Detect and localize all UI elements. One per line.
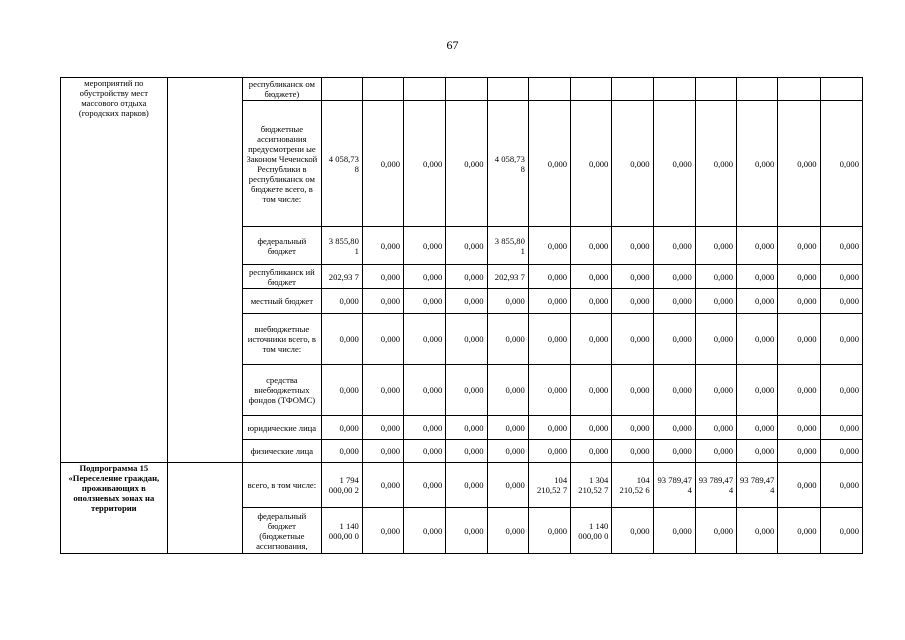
value-cell: 104 210,52 6 xyxy=(612,463,653,508)
value-cell: 0,000 xyxy=(362,265,403,289)
value-cell: 0,000 xyxy=(321,416,362,440)
value-cell: 0,000 xyxy=(820,463,862,508)
value-cell: 0,000 xyxy=(695,227,736,265)
value-cell: 0,000 xyxy=(653,440,695,463)
value-cell: 0,000 xyxy=(778,265,820,289)
value-cell xyxy=(612,78,653,101)
value-cell: 0,000 xyxy=(571,440,612,463)
value-cell: 0,000 xyxy=(446,314,487,365)
value-cell: 1 140 000,00 0 xyxy=(571,508,612,554)
value-cell: 0,000 xyxy=(404,314,446,365)
value-cell: 0,000 xyxy=(321,289,362,314)
funding-source-cell: местный бюджет xyxy=(243,289,321,314)
value-cell xyxy=(653,78,695,101)
value-cell: 0,000 xyxy=(487,508,528,554)
value-cell: 93 789,47 4 xyxy=(737,463,778,508)
value-cell: 0,000 xyxy=(528,440,570,463)
value-cell: 0,000 xyxy=(737,227,778,265)
value-cell xyxy=(404,78,446,101)
value-cell: 0,000 xyxy=(820,227,862,265)
value-cell: 0,000 xyxy=(612,440,653,463)
value-cell: 3 855,80 1 xyxy=(487,227,528,265)
value-cell: 0,000 xyxy=(571,416,612,440)
value-cell: 202,93 7 xyxy=(487,265,528,289)
value-cell: 0,000 xyxy=(737,289,778,314)
value-cell: 0,000 xyxy=(778,101,820,227)
value-cell: 0,000 xyxy=(362,289,403,314)
responsible-cell xyxy=(167,78,242,463)
funding-source-cell: федеральный бюджет (бюджетные ассигнования, xyxy=(243,508,321,554)
value-cell: 0,000 xyxy=(820,101,862,227)
value-cell: 0,000 xyxy=(653,227,695,265)
value-cell: 0,000 xyxy=(528,314,570,365)
value-cell: 0,000 xyxy=(404,440,446,463)
value-cell: 0,000 xyxy=(612,265,653,289)
value-cell: 0,000 xyxy=(321,440,362,463)
value-cell: 1 140 000,00 0 xyxy=(321,508,362,554)
value-cell: 0,000 xyxy=(778,416,820,440)
table-row xyxy=(61,463,863,508)
value-cell: 0,000 xyxy=(528,416,570,440)
value-cell: 0,000 xyxy=(404,416,446,440)
value-cell: 0,000 xyxy=(695,440,736,463)
value-cell: 0,000 xyxy=(404,265,446,289)
value-cell: 0,000 xyxy=(695,289,736,314)
value-cell: 0,000 xyxy=(695,365,736,416)
value-cell: 3 855,80 1 xyxy=(321,227,362,265)
funding-source-cell: средства внебюджетных фондов (ТФОМС) xyxy=(243,365,321,416)
value-cell: 0,000 xyxy=(820,314,862,365)
funding-source-cell: всего, в том числе: xyxy=(243,463,321,508)
value-cell: 0,000 xyxy=(820,440,862,463)
value-cell: 202,93 7 xyxy=(321,265,362,289)
value-cell: 0,000 xyxy=(404,227,446,265)
value-cell: 0,000 xyxy=(737,365,778,416)
value-cell: 0,000 xyxy=(446,440,487,463)
value-cell: 0,000 xyxy=(653,289,695,314)
value-cell: 0,000 xyxy=(487,440,528,463)
value-cell: 1 304 210,52 7 xyxy=(571,463,612,508)
value-cell: 0,000 xyxy=(612,101,653,227)
value-cell: 0,000 xyxy=(695,265,736,289)
value-cell: 0,000 xyxy=(778,440,820,463)
value-cell: 0,000 xyxy=(653,416,695,440)
value-cell: 0,000 xyxy=(528,101,570,227)
value-cell: 0,000 xyxy=(778,227,820,265)
value-cell: 0,000 xyxy=(695,508,736,554)
value-cell: 0,000 xyxy=(778,289,820,314)
value-cell: 0,000 xyxy=(612,227,653,265)
value-cell: 0,000 xyxy=(528,508,570,554)
value-cell xyxy=(820,78,862,101)
value-cell: 0,000 xyxy=(362,365,403,416)
value-cell: 0,000 xyxy=(653,508,695,554)
value-cell: 1 794 000,00 2 xyxy=(321,463,362,508)
value-cell: 0,000 xyxy=(737,416,778,440)
funding-source-cell: федеральный бюджет xyxy=(243,227,321,265)
value-cell: 0,000 xyxy=(612,508,653,554)
value-cell: 0,000 xyxy=(362,463,403,508)
table-row xyxy=(61,78,863,101)
value-cell xyxy=(528,78,570,101)
value-cell: 0,000 xyxy=(695,416,736,440)
value-cell: 0,000 xyxy=(653,265,695,289)
value-cell: 0,000 xyxy=(571,365,612,416)
funding-source-cell: внебюджетные источники всего, в том числе: xyxy=(243,314,321,365)
value-cell: 0,000 xyxy=(528,289,570,314)
value-cell: 0,000 xyxy=(820,365,862,416)
value-cell: 0,000 xyxy=(571,289,612,314)
value-cell: 0,000 xyxy=(321,365,362,416)
value-cell: 0,000 xyxy=(362,314,403,365)
value-cell: 0,000 xyxy=(778,508,820,554)
value-cell: 0,000 xyxy=(778,463,820,508)
value-cell: 0,000 xyxy=(404,289,446,314)
value-cell: 93 789,47 4 xyxy=(695,463,736,508)
value-cell: 0,000 xyxy=(487,314,528,365)
funding-source-cell: бюджетные ассигнования предусмотрени ые Законом Чеченской Республики в республиканск ом бюджете всего, в том числе: xyxy=(243,101,321,227)
value-cell: 0,000 xyxy=(446,101,487,227)
value-cell: 0,000 xyxy=(404,365,446,416)
value-cell: 0,000 xyxy=(528,227,570,265)
value-cell: 0,000 xyxy=(487,463,528,508)
funding-source-cell: республиканск ий бюджет xyxy=(243,265,321,289)
value-cell xyxy=(571,78,612,101)
value-cell: 0,000 xyxy=(446,227,487,265)
funding-source-cell: физические лица xyxy=(243,440,321,463)
value-cell xyxy=(321,78,362,101)
value-cell xyxy=(446,78,487,101)
value-cell: 0,000 xyxy=(737,508,778,554)
value-cell: 0,000 xyxy=(362,416,403,440)
value-cell: 4 058,73 8 xyxy=(487,101,528,227)
value-cell: 4 058,73 8 xyxy=(321,101,362,227)
value-cell xyxy=(737,78,778,101)
page-number: 67 xyxy=(446,38,459,52)
value-cell: 0,000 xyxy=(487,416,528,440)
value-cell xyxy=(362,78,403,101)
value-cell: 0,000 xyxy=(446,508,487,554)
value-cell: 0,000 xyxy=(528,265,570,289)
value-cell: 0,000 xyxy=(612,365,653,416)
value-cell: 104 210,52 7 xyxy=(528,463,570,508)
value-cell: 0,000 xyxy=(362,440,403,463)
value-cell: 0,000 xyxy=(571,101,612,227)
value-cell xyxy=(487,78,528,101)
value-cell: 0,000 xyxy=(446,265,487,289)
value-cell: 0,000 xyxy=(571,227,612,265)
value-cell: 0,000 xyxy=(362,227,403,265)
value-cell: 0,000 xyxy=(612,416,653,440)
responsible-cell xyxy=(167,463,242,554)
value-cell: 0,000 xyxy=(404,101,446,227)
value-cell: 0,000 xyxy=(362,508,403,554)
value-cell: 0,000 xyxy=(653,101,695,227)
value-cell xyxy=(695,78,736,101)
value-cell: 0,000 xyxy=(528,365,570,416)
value-cell: 0,000 xyxy=(571,314,612,365)
value-cell: 0,000 xyxy=(737,265,778,289)
value-cell: 0,000 xyxy=(695,314,736,365)
value-cell: 0,000 xyxy=(820,416,862,440)
funding-source-cell: юридические лица xyxy=(243,416,321,440)
value-cell: 0,000 xyxy=(695,101,736,227)
value-cell: 0,000 xyxy=(737,101,778,227)
value-cell: 0,000 xyxy=(571,265,612,289)
value-cell: 0,000 xyxy=(404,463,446,508)
value-cell: 0,000 xyxy=(653,314,695,365)
value-cell: 0,000 xyxy=(487,289,528,314)
value-cell: 0,000 xyxy=(446,365,487,416)
measure-name-cell: мероприятий по обустройству мест массового отдыха (городских парков) xyxy=(61,78,168,463)
value-cell: 0,000 xyxy=(446,289,487,314)
value-cell: 0,000 xyxy=(737,440,778,463)
value-cell: 0,000 xyxy=(653,365,695,416)
value-cell: 0,000 xyxy=(820,289,862,314)
value-cell: 0,000 xyxy=(446,416,487,440)
value-cell: 0,000 xyxy=(778,365,820,416)
value-cell: 93 789,47 4 xyxy=(653,463,695,508)
budget-table xyxy=(60,77,863,554)
measure-name-cell: Подпрограмма 15 «Переселение граждан, проживающих в оползневых зонах на территории xyxy=(61,463,168,554)
value-cell: 0,000 xyxy=(404,508,446,554)
value-cell: 0,000 xyxy=(446,463,487,508)
value-cell: 0,000 xyxy=(487,365,528,416)
value-cell: 0,000 xyxy=(820,265,862,289)
value-cell: 0,000 xyxy=(321,314,362,365)
funding-source-cell: республиканск ом бюджете) xyxy=(243,78,321,101)
value-cell: 0,000 xyxy=(820,508,862,554)
value-cell: 0,000 xyxy=(362,101,403,227)
value-cell: 0,000 xyxy=(778,314,820,365)
value-cell: 0,000 xyxy=(612,289,653,314)
value-cell: 0,000 xyxy=(737,314,778,365)
value-cell xyxy=(778,78,820,101)
value-cell: 0,000 xyxy=(612,314,653,365)
